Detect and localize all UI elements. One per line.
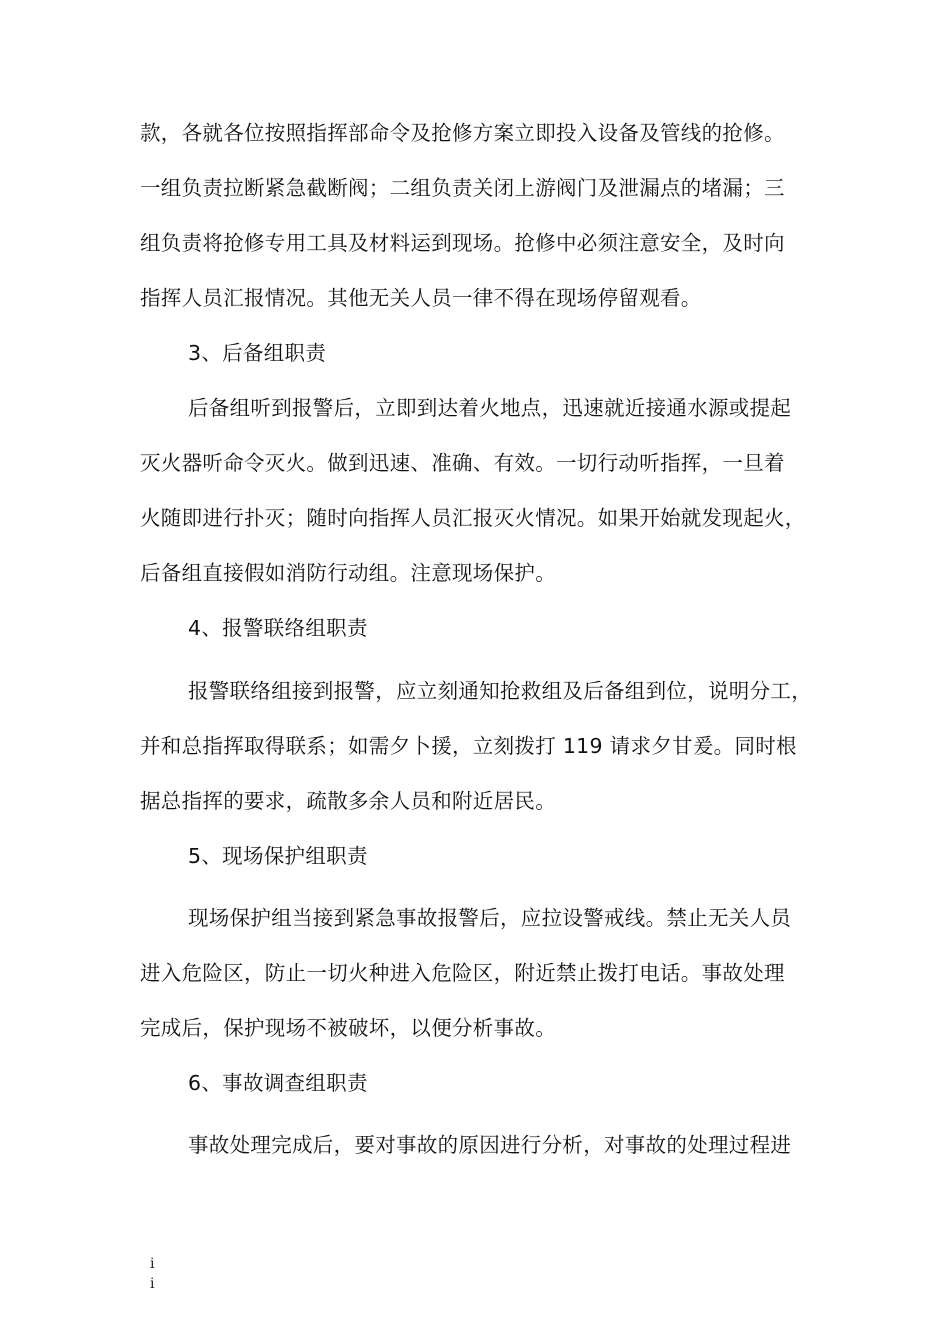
paragraph-line: 火随即进行扑灭；随时向指挥人员汇报灭火情况。如果开始就发现起火， — [140, 506, 806, 530]
section-heading-5: 5、现场保护组职责 — [188, 844, 368, 868]
paragraph-line: 进入危险区，防止一切火种进入危险区，附近禁止拨打电话。事故处理 — [140, 961, 785, 985]
paragraph-line: 款，各就各位按照指挥部命令及抢修方案立即投入设备及管线的抢修。 — [140, 121, 785, 145]
paragraph-line: 报警联络组接到报警，应立刻通知抢救组及后备组到位，说明分工， — [188, 679, 812, 703]
paragraph-line: 后备组直接假如消防行动组。注意现场保护。 — [140, 561, 556, 585]
paragraph-line: 现场保护组当接到紧急事故报警后，应拉设警戒线。禁止无关人员 — [188, 906, 792, 930]
paragraph-line: 指挥人员汇报情况。其他无关人员一律不得在现场停留观看。 — [140, 286, 702, 310]
section-heading-3: 3、后备组职责 — [188, 341, 327, 365]
paragraph-line: 并和总指挥取得联系；如需夕卜援，立刻拨打 119 请求夕甘爰。同时根 — [140, 734, 797, 758]
paragraph-line: 一组负责拉断紧急截断阀；二组负责关闭上游阀门及泄漏点的堵漏；三 — [140, 176, 785, 200]
footer-mark: i — [150, 1256, 155, 1272]
paragraph-line: 完成后，保护现场不被破坏，以便分析事故。 — [140, 1016, 556, 1040]
paragraph-line: 据总指挥的要求，疏散多余人员和附近居民。 — [140, 789, 556, 813]
paragraph-line: 事故处理完成后，要对事故的原因进行分析，对事故的处理过程进 — [188, 1133, 792, 1157]
paragraph-line: 后备组听到报警后，立即到达着火地点，迅速就近接通水源或提起 — [188, 396, 792, 420]
paragraph-line: 灭火器听命令灭火。做到迅速、准确、有效。一切行动听指挥，一旦着 — [140, 451, 785, 475]
section-heading-4: 4、报警联络组职责 — [188, 616, 368, 640]
section-heading-6: 6、事故调查组职责 — [188, 1071, 368, 1095]
paragraph-line: 组负责将抢修专用工具及材料运到现场。抢修中必须注意安全，及时向 — [140, 231, 785, 255]
footer-mark: i — [150, 1276, 155, 1292]
